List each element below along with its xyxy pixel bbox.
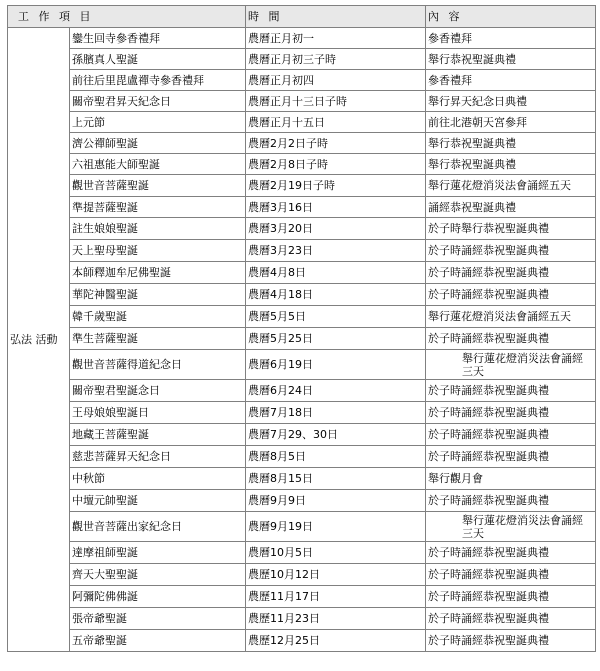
item-cell: 孫臏真人聖誕 (70, 49, 246, 70)
content-cell: 舉行觀月會 (426, 468, 596, 490)
content-cell: 舉行恭祝聖誕典禮 (426, 49, 596, 70)
time-cell: 農曆正月初一 (246, 28, 426, 49)
item-cell: 天上聖母聖誕 (70, 240, 246, 262)
activity-schedule-table (7, 5, 596, 652)
time-cell: 農曆4月8日 (246, 262, 426, 284)
content-cell: 參香禮拜 (426, 28, 596, 49)
table-row (8, 490, 596, 512)
item-cell: 關帝聖君昇天紀念日 (70, 91, 246, 112)
item-cell: 慈悲菩薩昇天紀念日 (70, 446, 246, 468)
table-row (8, 28, 596, 49)
item-cell: 濟公禪師聖誕 (70, 133, 246, 154)
time-cell: 農曆正月初三子時 (246, 49, 426, 70)
table-row (8, 175, 596, 197)
content-cell: 誦經恭祝聖誕典禮 (426, 197, 596, 218)
content-cell: 舉行蓮花燈消災法會誦經五天 (426, 175, 596, 197)
time-cell: 農曆正月十五日 (246, 112, 426, 133)
item-cell: 前往后里毘盧禪寺參香禮拜 (70, 70, 246, 91)
content-cell: 於子時誦經恭祝聖誕典禮 (426, 564, 596, 586)
table-row (8, 306, 596, 328)
table-row (8, 154, 596, 175)
content-cell: 參香禮拜 (426, 70, 596, 91)
content-cell: 於子時誦經恭祝聖誕典禮 (426, 380, 596, 402)
content-cell: 舉行蓮花燈消災法會誦經三天 (426, 512, 596, 542)
table-row (8, 70, 596, 91)
content-cell: 舉行恭祝聖誕典禮 (426, 133, 596, 154)
time-cell: 農曆2月2日子時 (246, 133, 426, 154)
table-row (8, 240, 596, 262)
item-cell: 鑾生回寺參香禮拜 (70, 28, 246, 49)
item-cell: 觀世音菩薩得道紀念日 (70, 350, 246, 380)
header-category: 工 作 項 目 (8, 6, 246, 28)
time-cell: 農歷12月25日 (246, 630, 426, 652)
item-cell: 準提菩薩聖誕 (70, 197, 246, 218)
item-cell: 華陀神醫聖誕 (70, 284, 246, 306)
item-cell: 地藏王菩薩聖誕 (70, 424, 246, 446)
item-cell: 中壇元帥聖誕 (70, 490, 246, 512)
time-cell: 農曆3月20日 (246, 218, 426, 240)
table-row (8, 586, 596, 608)
table-row (8, 112, 596, 133)
time-cell: 農曆7月29、30日 (246, 424, 426, 446)
item-cell: 張帝爺聖誕 (70, 608, 246, 630)
header-row (8, 6, 596, 28)
table-row (8, 564, 596, 586)
time-cell: 農曆3月23日 (246, 240, 426, 262)
time-cell: 農曆8月15日 (246, 468, 426, 490)
time-cell: 農曆5月25日 (246, 328, 426, 350)
table-row (8, 468, 596, 490)
item-cell: 達摩祖師聖誕 (70, 542, 246, 564)
item-cell: 五帝爺聖誕 (70, 630, 246, 652)
time-cell: 農曆4月18日 (246, 284, 426, 306)
content-cell: 舉行昇天紀念日典禮 (426, 91, 596, 112)
item-cell: 齊天大聖聖誕 (70, 564, 246, 586)
time-cell: 農歷10月12日 (246, 564, 426, 586)
table-row (8, 446, 596, 468)
content-cell: 舉行蓮花燈消災法會誦經五天 (426, 306, 596, 328)
content-cell: 前往北港朝天宮參拜 (426, 112, 596, 133)
item-cell: 關帝聖君聖誕念日 (70, 380, 246, 402)
time-cell: 農曆10月5日 (246, 542, 426, 564)
content-cell: 舉行恭祝聖誕典禮 (426, 154, 596, 175)
time-cell: 農曆正月初四 (246, 70, 426, 91)
table-row (8, 284, 596, 306)
item-cell: 本師釋迦牟尼佛聖誕 (70, 262, 246, 284)
table-row (8, 328, 596, 350)
time-cell: 農曆9月9日 (246, 490, 426, 512)
item-cell: 中秋節 (70, 468, 246, 490)
item-cell: 註生娘娘聖誕 (70, 218, 246, 240)
content-cell: 於子時誦經恭祝聖誕典禮 (426, 608, 596, 630)
item-cell: 王母娘娘聖誕日 (70, 402, 246, 424)
time-cell: 農曆9月19日 (246, 512, 426, 542)
table-row (8, 91, 596, 112)
time-cell: 農曆2月19日子時 (246, 175, 426, 197)
header-content: 內 容 (426, 6, 596, 28)
table-row (8, 262, 596, 284)
content-cell: 於子時誦經恭祝聖誕典禮 (426, 542, 596, 564)
content-cell: 於子時誦經恭祝聖誕典禮 (426, 446, 596, 468)
time-cell: 農曆6月19日 (246, 350, 426, 380)
table-row (8, 380, 596, 402)
time-cell: 農歷11月23日 (246, 608, 426, 630)
time-cell: 農曆6月24日 (246, 380, 426, 402)
item-cell: 阿彌陀佛佛誕 (70, 586, 246, 608)
item-cell: 上元節 (70, 112, 246, 133)
content-cell: 於子時誦經恭祝聖誕典禮 (426, 262, 596, 284)
time-cell: 農曆3月16日 (246, 197, 426, 218)
content-cell: 於子時誦經恭祝聖誕典禮 (426, 424, 596, 446)
table-row (8, 424, 596, 446)
category-cell: 弘法 活動 (8, 28, 70, 652)
item-cell: 韓千歲聖誕 (70, 306, 246, 328)
table-row (8, 218, 596, 240)
table-row (8, 197, 596, 218)
content-cell: 於子時誦經恭祝聖誕典禮 (426, 328, 596, 350)
content-cell: 於子時誦經恭祝聖誕典禮 (426, 630, 596, 652)
time-cell: 農曆2月8日子時 (246, 154, 426, 175)
schedule-body (8, 28, 596, 652)
content-cell: 舉行蓮花燈消災法會誦經三天 (426, 350, 596, 380)
table-row (8, 133, 596, 154)
table-row (8, 542, 596, 564)
time-cell: 農曆5月5日 (246, 306, 426, 328)
item-cell: 觀世音菩薩出家紀念日 (70, 512, 246, 542)
table-row (8, 49, 596, 70)
content-cell: 於子時誦經恭祝聖誕典禮 (426, 402, 596, 424)
header-time: 時 間 (246, 6, 426, 28)
time-cell: 農曆正月十三日子時 (246, 91, 426, 112)
time-cell: 農歷11月17日 (246, 586, 426, 608)
content-cell: 於子時誦經恭祝聖誕典禮 (426, 586, 596, 608)
content-cell: 於子時誦經恭祝聖誕典禮 (426, 490, 596, 512)
item-cell: 準生菩薩聖誕 (70, 328, 246, 350)
table-row (8, 512, 596, 542)
table-row (8, 402, 596, 424)
table-row (8, 630, 596, 652)
table-row (8, 608, 596, 630)
content-cell: 於子時誦經恭祝聖誕典禮 (426, 284, 596, 306)
item-cell: 觀世音菩薩聖誕 (70, 175, 246, 197)
content-cell: 於子時舉行恭祝聖誕典禮 (426, 218, 596, 240)
item-cell: 六祖惠能大師聖誕 (70, 154, 246, 175)
table-row (8, 350, 596, 380)
time-cell: 農曆8月5日 (246, 446, 426, 468)
time-cell: 農曆7月18日 (246, 402, 426, 424)
content-cell: 於子時誦經恭祝聖誕典禮 (426, 240, 596, 262)
